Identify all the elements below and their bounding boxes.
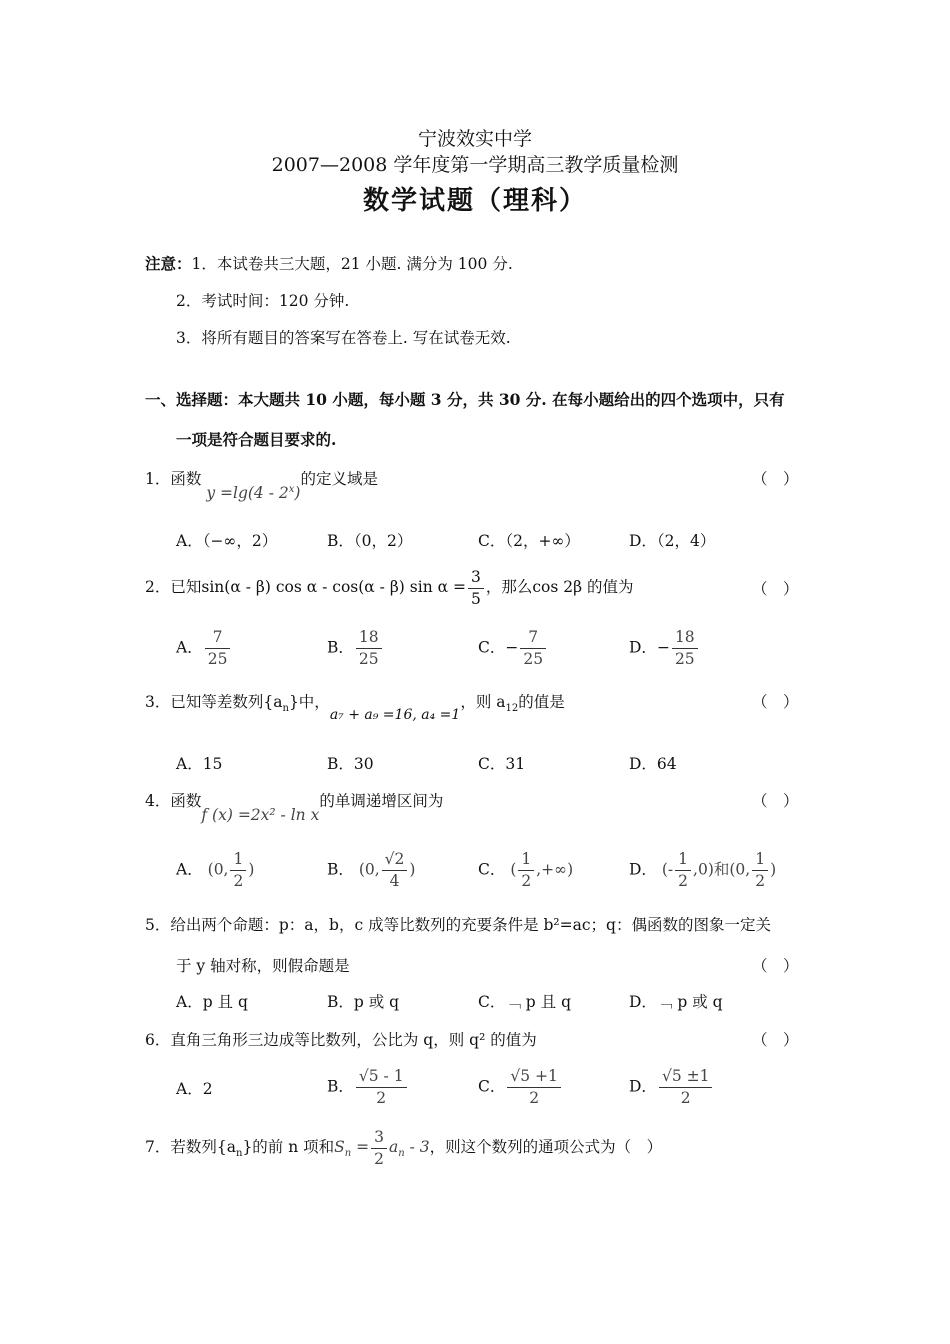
formula: a₇ + a₉ =16, a₄ =1	[329, 707, 461, 723]
option-d: D．64	[629, 755, 677, 773]
option-d: D． (- $\frac{1}{2}$ ,0)和(0, $\frac{1}{2}$ )	[629, 850, 777, 890]
note-item: 2．考试时间：120 分钟.	[176, 292, 350, 310]
page-title: 数学试题（理科）	[362, 186, 587, 216]
option-a: A．15	[176, 755, 223, 773]
question-6: 6．直角三角形三边成等比数列，公比为 q，则 q² 的值为	[145, 1031, 537, 1049]
section-heading-cont: 一项是符合题目要求的.	[176, 430, 337, 449]
section-heading: 一、选择题：本大题共 10 小题，每小题 3 分，共 30 分. 在每小题给出的四个选项中，只有	[145, 390, 785, 409]
question-7: 7．若数列$\{a_n\}$的前 n 项和$S_n$ = $\frac{3}{2}$ $a_n - 3$，则这个数列的通项公式为（ ）	[145, 1127, 663, 1168]
option-d: D．（2，4）	[629, 532, 716, 550]
question-number: 6．	[145, 1031, 171, 1049]
fraction: $\frac{3}{2}$	[371, 1127, 387, 1170]
answer-paren: （ ）	[752, 1031, 799, 1049]
answer-paren: （ ）	[752, 580, 799, 598]
option-c: C．（2，+∞）	[478, 532, 580, 550]
option-d: D． $\frac{√5 \pm 1}{2}$	[629, 1066, 714, 1109]
question-5: 5．给出两个命题：p：a，b，c 成等比数列的充要条件是 b²=ac；q：偶函数的图象一定关	[145, 916, 771, 934]
formula: f (x) =2x² - ln x	[201, 806, 320, 824]
question-number: 2．	[145, 578, 171, 596]
option-b: B． $\frac{√5 - 1}{2}$	[327, 1066, 409, 1109]
answer-paren: （ ）	[752, 792, 799, 810]
school-name: 宁波效实中学	[417, 128, 532, 150]
option-a: A． (0, $\frac{1}{2}$ )	[176, 850, 255, 890]
question-text: 的定义域是	[300, 470, 378, 488]
note-item: 3．将所有题目的答案写在答卷上. 写在试卷无效.	[176, 329, 511, 347]
fraction: $\frac{3}{5}$	[468, 567, 484, 610]
option-a: A．（−∞，2）	[176, 532, 278, 550]
option-b: B．（0，2）	[327, 532, 413, 550]
option-b: B．30	[327, 755, 374, 773]
formula: $S_n$ =	[334, 1138, 370, 1160]
option-b: B． (0, $\frac{√2}{4}$ )	[327, 850, 416, 890]
notes-line-1	[145, 252, 513, 274]
notes-label: 注意：	[145, 254, 192, 273]
option-c: C．− $\frac{7}{25}$	[478, 627, 548, 670]
option-c: C． $\frac{√5 +1}{2}$	[478, 1066, 563, 1109]
question-5-cont: 于 y 轴对称，则假命题是	[176, 957, 350, 975]
question-number: 7．	[145, 1138, 171, 1156]
question-2	[145, 565, 634, 610]
option-b: B． $\frac{18}{25}$	[327, 627, 384, 670]
question-number: 1．	[145, 470, 171, 488]
answer-paren: （ ）	[752, 470, 799, 488]
option-b: B．p 或 q	[327, 993, 400, 1011]
question-text: 已知	[170, 578, 202, 596]
question-3: 3．已知等差数列$\{a_n\}$中，a₇ + a₉ =16, a₄ =1，则 $a_{12}$的值是	[145, 693, 565, 723]
option-a: A． $\frac{7}{25}$	[176, 627, 232, 670]
question-1	[145, 467, 378, 502]
question-number: 5．	[145, 916, 171, 934]
answer-paren: （ ）	[752, 957, 799, 975]
exam-term: 2007—2008 学年度第一学期高三教学质量检测	[271, 154, 679, 176]
formula: y =lg(4 - 2$^x$)	[206, 483, 301, 502]
answer-paren: （ ）	[752, 693, 799, 711]
formula: sin(α - β) cos α - cos(α - β) sin α =	[201, 578, 466, 596]
question-text: 函数	[170, 470, 202, 488]
option-d: D．− $\frac{18}{25}$	[629, 627, 700, 670]
option-c: C．﹁ p 且 q	[478, 993, 571, 1011]
option-a: A．2	[176, 1080, 213, 1098]
question-4: 4．函数f (x) =2x² - ln x的单调递增区间为	[145, 792, 444, 824]
question-number: 3．	[145, 693, 171, 711]
option-c: C．31	[478, 755, 526, 773]
option-c: C． ( $\frac{1}{2}$ ,+∞)	[478, 850, 574, 890]
note-item: 1．本试卷共三大题，21 小题. 满分为 100 分.	[191, 255, 513, 273]
option-a: A．p 且 q	[176, 993, 248, 1011]
question-text: ，那么cos 2β 的值为	[485, 578, 634, 596]
option-d: D．﹁ p 或 q	[629, 993, 723, 1011]
question-number: 4．	[145, 792, 171, 810]
